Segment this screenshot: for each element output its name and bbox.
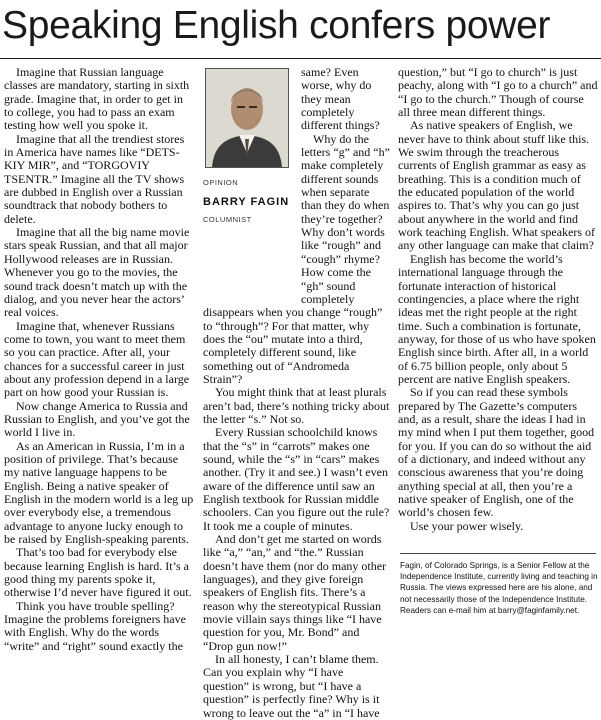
columnist-photo — [205, 68, 289, 168]
author-role: COLUMNIST — [203, 215, 252, 225]
paragraph: You might think that at least plurals aren’t bad, there’s nothing tricky about the letter “s.” Not so. — [203, 385, 390, 426]
columnist-box — [203, 66, 295, 296]
paragraph: In all honesty, I can’t blame them. Can you explain why “I have question” is wrong, but “I have a question” is perfectly fine? Why is it wrong to leave out the “a” in “I have — [203, 652, 380, 720]
paragraph: As native speakers of English, we never have to think about stuff like this. We swim through the treacherous currents of English grammar as easy as breathing. This is a condition much of the educated population of the world aspires to. That’s why you can go just about anywhere in the world and find work teaching English. What speakers of any other language can make that claim? — [398, 118, 596, 253]
author-bio: Fagin, of Colorado Springs, is a Senior Fellow at the Independence Institute, currently living and teaching in Russia. The views expressed here are his alone, and not necessarily those of the Independence Institute. Readers can e-mail him at barry@faginfamily.net. — [400, 561, 598, 615]
paragraph: same? Even worse, why do they mean completely different things? — [301, 65, 380, 133]
paragraph: And don’t get me started on words like “a,” “an,” and “the.” Russian doesn’t have them (nor do many other languages), and they give foreign speakers of English fits. There’s a reason why the stereotypical Russian movie villain says things like “I have question for you, Mr. Bond” and “Drop gun now!” — [203, 532, 387, 653]
paragraph: Every Russian schoolchild knows that the “s” in “carrots” makes one sound, while the “s” in “cars” makes another. (Try it and see.) I wasn’t even aware of the difference until saw an English textbook for Russian middle schoolers. Can you figure out the rule? It took me a couple of minutes. — [203, 425, 390, 533]
paragraph: Think you have trouble spelling? Imagine the problems foreigners have with English. Why do the words “write” and “right” sound exactly the — [4, 598, 186, 653]
portrait-graphic — [206, 69, 288, 167]
headline: Speaking English confers power — [2, 4, 551, 47]
paragraph: Use your power wisely. — [410, 518, 524, 533]
column-2 — [203, 65, 391, 720]
section-kicker: OPINION — [203, 178, 239, 187]
paragraph: Imagine that Russian language classes are mandatory, starting in sixth grade. Imagine that, in order to get in to college, you had to pass an exam testing how well you spoke it. — [4, 65, 190, 133]
paragraph: Imagine that, whenever Russians come to town, you want to meet them so you can practice. After all, your chances for a successful career in just about any profession depend in a large part on how good your Russian is. — [4, 318, 190, 400]
paragraph: Why do the letters “g” and “h” make completely different sounds when separate than they do when they’re together? Why don’t words like “rough” and “cough” rhyme? How come the “gh” sound completely disappears when you change “rough” to “through”? For that matter, why does the “ou” mutate into a third, completely different sound, like something out of “Andromeda Strain”? — [203, 131, 390, 386]
column-3 — [398, 66, 598, 534]
author-name: BARRY FAGIN — [203, 196, 290, 209]
paragraph: That’s too bad for everybody else because learning English is hard. It’s a good thing my parents spoke it, otherwise I’d never have figured it out. — [4, 545, 192, 600]
paragraph: Imagine that all the trendiest stores in America have names like “DETS-KIY MIR”, and “TORGOVIY TSENTR.” Imagine all the TV shows are dubbed in English over a Russian soundtrack that nobody bothers to delete. — [4, 131, 185, 226]
column-1 — [4, 65, 194, 653]
paragraph: So if you can read these symbols prepared by The Gazette’s computers and, as a result, share the ideas I had in my mind when I put them together, good for you. If you can do so without the aid of a dictionary, and indeed without any conscious awareness that you’re doing anything special at all, then you’re a native speaker of English, one of the world’s chosen few. — [398, 385, 595, 520]
paragraph: question,” but “I go to church” is just peachy, along with “I go to a church” and “I go to the church.” Though of course all three mean different things. — [398, 65, 598, 120]
paragraph: Now change America to Russia and Russian to English, and you’ve got the world I live in. — [4, 398, 190, 440]
paragraph: English has become the world’s international language through the fortunate interaction of historical contingencies, a place where the right ideas met the right people at the right time. Such a combination is fortunate, anyway, for those of us who have spoken English since birth. After all, in a world of 6.75 billion people, only about 5 percent are native English speakers. — [398, 251, 596, 386]
paragraph: As an American in Russia, I’m in a position of privilege. That’s because my native language happens to be English. Being a native speaker of English in the modern world is a leg up over everybody else, a tremendous advantage to anyone lucky enough to be raised by English-speaking parents. — [4, 438, 194, 547]
paragraph: Imagine that all the big name movie stars speak Russian, and that all major Hollywood releases are in Russian. Whenever you go to the movies, the sound track doesn’t match up with the dialog, and you never hear the actors’ real voices. — [4, 225, 190, 320]
bio-divider — [400, 553, 596, 554]
headline-rule — [0, 58, 601, 59]
